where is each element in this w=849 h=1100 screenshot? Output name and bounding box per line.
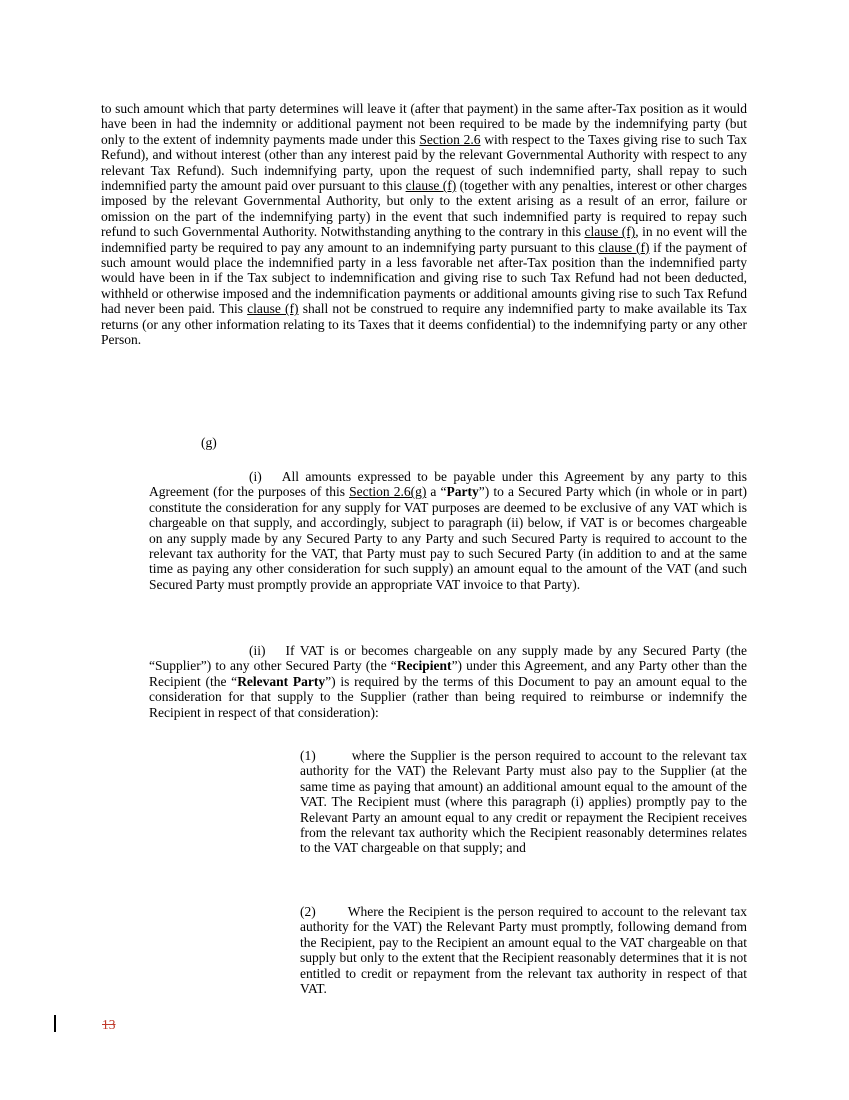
defined-term: Party [446, 484, 479, 500]
text-run: All amounts expressed to be payable under this Agreement by any party to this Agreement (for the purposes of this [149, 469, 747, 500]
paragraph-i [149, 469, 747, 592]
revision-change-bar [54, 1015, 56, 1032]
section-reference: Section 2.6(g) [349, 484, 427, 500]
text-run: ”) under this Agreement, and any Party other than the Recipient (the “ [149, 658, 747, 689]
text-run: if the payment of such amount would place the indemnified party in a less favorable net after-Tax position than the indemnified party would have been in if the Tax subject to indemnification and giving rise to such Tax Refund had not been deducted, withheld or otherwise imposed and the indemnification payments or additional amounts giving rise to such Tax Refund had never been paid. This [101, 239, 748, 317]
clause-reference: clause (f) [598, 239, 650, 255]
clause-reference: clause (f) [405, 178, 457, 194]
text-run: ”) is required by the terms of this Document to pay an amount equal to the consideration for that supply to the Supplier (rather than being required to reimburse or indemnify the Recipient in respect of that consideration): [149, 673, 747, 720]
clause-reference: clause (f) [584, 224, 636, 240]
text-run: with respect to the Taxes giving rise to such Tax Refund), and without interest (other than any interest paid by the relevant Governmental Authority with respect to any relevant Tax Refund). Such indemnifying party, upon the request of such indemnified party, shall repay to such indemnified party the amount paid over pursuant to this [101, 131, 747, 194]
text-run: a “ [426, 484, 447, 500]
subparagraph-1 [300, 748, 747, 856]
paragraph-f-continuation [101, 101, 747, 348]
paragraph-ii-label: (ii) [249, 643, 266, 658]
text-run: If VAT is or becomes chargeable on any supply made by any Secured Party (the “Supplier”) to any other Secured Party (the “ [149, 643, 747, 674]
text-run: to such amount which that party determines will leave it (after that payment) in the same after-Tax position as it would have been in had the indemnity or additional payment not been required to be made by the indemnifying party (but only to the extent of indemnity payments made under this [101, 101, 747, 147]
subparagraph-1-label: (1) [300, 748, 316, 763]
section-reference: Section 2.6 [419, 131, 481, 147]
subparagraph-2-label: (2) [300, 904, 316, 919]
text-run: where the Supplier is the person required to account to the relevant tax authority for the VAT) the Relevant Party must also pay to the Supplier (at the same time as paying that amount) an additional amount equal to the amount of the VAT. The Recipient must (where this paragraph (i) applies) promptly pay to the Relevant Party an amount equal to any credit or repayment the Recipient receives from the relevant tax authority which the Recipient reasonably determines relates to the VAT chargeable on that supply; and [300, 748, 747, 856]
clause-reference: clause (f) [247, 301, 299, 317]
defined-term: Recipient [396, 658, 452, 674]
text-run: ”) to a Secured Party which (in whole or in part) constitute the consideration for any supply for VAT purposes are deemed to be exclusive of any VAT which is chargeable on that supply, and accordingly, subject to paragraph (ii) below, if VAT is or becomes chargeable on any supply made by any Secured Party to any Party and such Secured Party is required to account to the relevant tax authority for the VAT, that Party must pay to such Secured Party (in addition to and at the same time as paying any other consideration for such supply) an amount equal to the amount of the VAT (and such Secured Party must promptly provide an appropriate VAT invoice to that Party). [149, 484, 747, 592]
paragraph-i-label: (i) [249, 469, 262, 484]
clause-g-label: (g) [201, 435, 217, 450]
defined-term: Relevant Party [237, 673, 326, 689]
subparagraph-2 [300, 904, 747, 996]
text-run: (together with any penalties, interest or other charges imposed by the relevant Governmental Authority, but only to the extent arising as a result of an error, failure or omission on the part of the indemnifying party) in the event that such indemnified party is required to repay such refund to such Governmental Authority. Notwithstanding anything to the contrary in this [101, 178, 747, 240]
page-number: 13 [102, 1017, 116, 1032]
text-run: , in no event will the indemnified party be required to pay any amount to an indemnifying party pursuant to this [101, 224, 748, 255]
text-run: shall not be construed to require any indemnified party to make available its Tax returns (or any other information relating to its Taxes that it deems confidential) to the indemnifying party or any other Person. [101, 301, 747, 348]
text-run: Where the Recipient is the person required to account to the relevant tax authority for the VAT) the Relevant Party must promptly, following demand from the Recipient, pay to the Recipient an amount equal to the VAT chargeable on that supply but only to the extent that the Recipient reasonably determines that it is not entitled to credit or repayment from the relevant tax authority in respect of that VAT. [300, 904, 747, 997]
paragraph-ii [149, 643, 747, 720]
